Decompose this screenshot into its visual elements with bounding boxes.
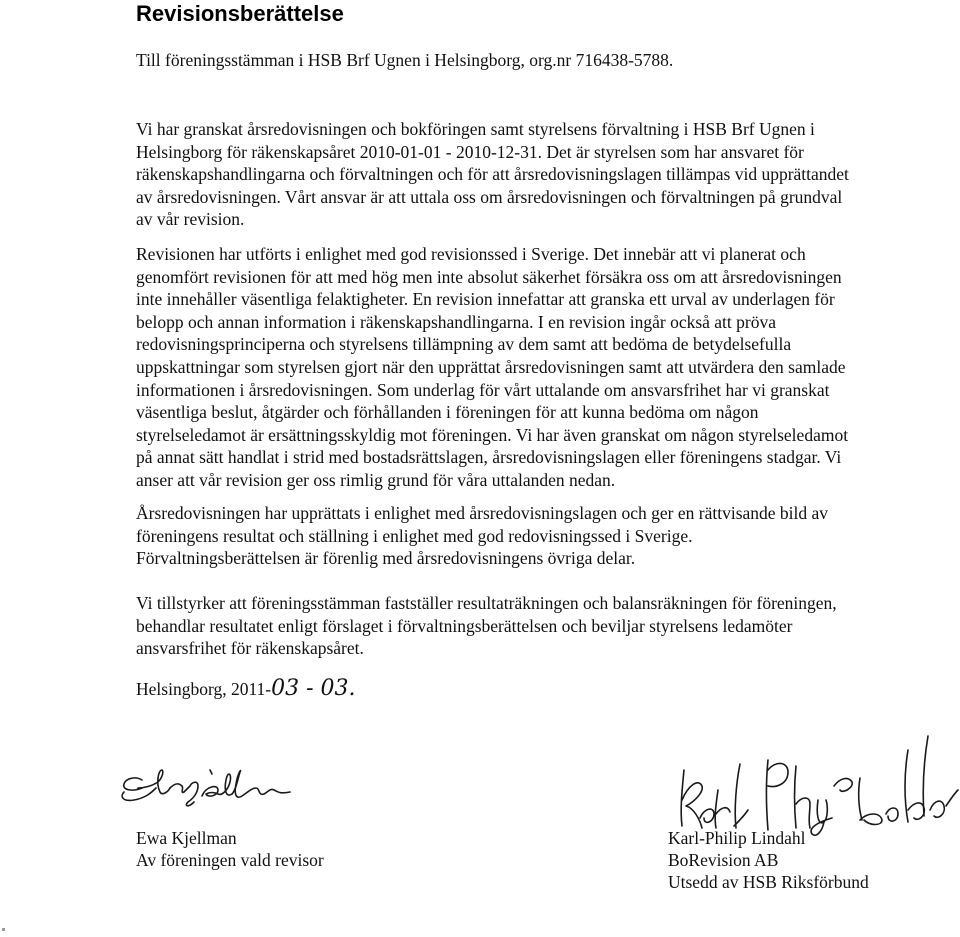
text-line: uppskattningar som styrelsen gjort när den upprättat årsredovisningen samt att utvärdera den samlade [136,356,846,377]
signer-role: Av föreningen vald revisor [136,850,324,870]
text-line: informationen i årsredovisningen. Som underlag för vårt uttalande om ansvarsfrihet har vi granskat [136,379,830,400]
text-line: belopp och annan information i räkenskapshandlingarna. I en revision ingår också att pröva [136,311,777,332]
signing-date [136,677,356,701]
paragraph-recommendation [136,592,936,660]
text-line: Vi har granskat årsredovisningen och bokföringen samt styrelsens förvaltning i HSB Brf Ugnen i [136,119,815,139]
text-line: på annat sätt handlat i strid med bostadsrättslagen, årsredovisningslagen eller föreningens stadgar. Vi [136,447,842,468]
text-line: styrelseledamot är ersättningsskyldig mot föreningen. Vi har även granskat om någon styrelseledamot [136,424,849,445]
signer-right [668,827,869,893]
text-line: väsentliga beslut, åtgärder och förhållanden i föreningen för att kunna bedöma om någon [136,402,759,423]
text-line: ansvarsfrihet för räkenskapsåret. [136,638,364,659]
text-line: av årsredovisningen. Vårt ansvar är att uttala oss om årsredovisningen och förvaltningen på grundval [136,186,843,207]
signature-karl-philip-lindahl [672,730,960,840]
paragraph-opinion [136,502,936,570]
text-line: Årsredovisningen har upprättats i enlighet med årsredovisningslagen och ger en rättvisande bild av [136,503,829,523]
scan-speck [2,928,5,931]
text-line: genomfört revisionen för att med hög men inte absolut säkerhet försäkra oss om att årsredovisningen [136,266,842,287]
text-line: redovisningsprinciperna och styrelsens tillämpning av dem samt att bedöma de betydelsefulla [136,334,792,355]
intro-line: Till föreningsstämman i HSB Brf Ugnen i Helsingborg, org.nr 716438-5788. [136,50,674,70]
text-line: Helsingborg för räkenskapsåret 2010-01-01 - 2010-12-31. Det är styrelsen som har ansvaret för [136,141,804,162]
date-handwritten: 03 - 03. [271,676,356,701]
signer-name: Ewa Kjellman [136,828,237,848]
signer-name: Karl-Philip Lindahl [668,828,806,848]
signer-company: BoRevision AB [668,850,779,870]
text-line: Vi tillstyrker att föreningsstämman fastställer resultaträkningen och balansräkningen för föreningen, [136,593,837,613]
signer-appointment: Utsedd av HSB Riksförbund [668,872,869,892]
date-printed: Helsingborg, 2011- [136,679,272,699]
text-line: föreningens resultat och ställning i enlighet med god redovisningssed i Sverige. [136,525,693,546]
text-line: Revisionen har utförts i enlighet med god revisionssed i Sverige. Det innebär att vi planerat och [136,244,806,264]
document-title: Revisionsberättelse [136,1,344,26]
text-line: Förvaltningsberättelsen är förenlig med årsredovisningens övriga delar. [136,548,636,569]
paragraph-method [136,243,936,492]
text-line: behandlar resultatet enligt förslaget i förvaltningsberättelsen och beviljar styrelsens ledamöter [136,615,793,636]
text-line: av vår revision. [136,209,245,230]
signature-ewa-kjellman [118,758,328,818]
text-line: inte innehåller väsentliga felaktigheter. En revision innefattar att granska ett urval av underlagen för [136,289,835,310]
paragraph-scope [136,118,936,231]
text-line: anser att vår revision ger oss rimlig grund för våra uttalanden nedan. [136,469,616,490]
text-line: räkenskapshandlingarna och förvaltningen och för att årsredovisningslagen tillämpas vid upprättandet [136,164,849,185]
signer-left [136,827,324,871]
